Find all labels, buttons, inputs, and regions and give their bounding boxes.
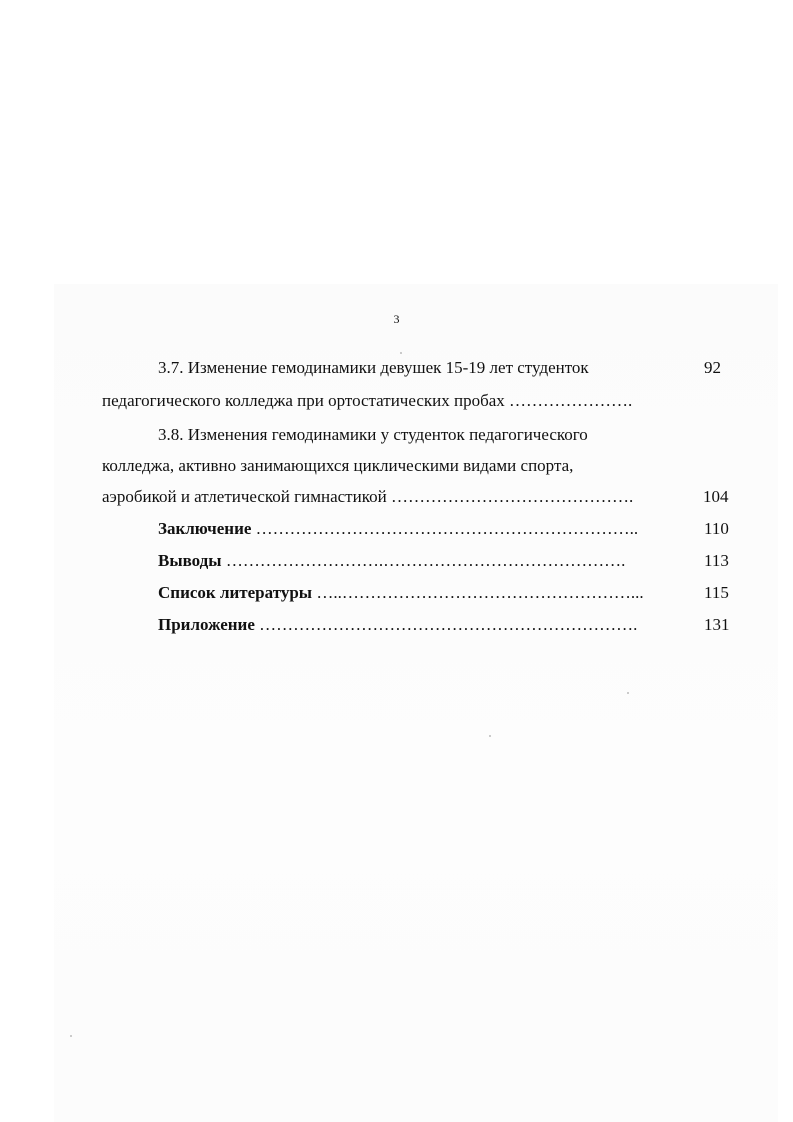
toc-entry-findings-leader: ……………………….……………………………………. <box>221 551 626 570</box>
toc-entry-conclusion <box>158 519 638 539</box>
toc-entry-findings-page: 113 <box>704 551 729 570</box>
toc-entry-appendix-leader: …………………………………………………………. <box>254 615 638 634</box>
scan-speck <box>627 692 629 694</box>
toc-entry-3-7-line-2: педагогического колледжа при ортостатических пробах …………………. <box>102 391 633 410</box>
toc-entry-findings-title: Выводы <box>158 551 222 570</box>
toc-entry-3-8-line-3: аэробикой и атлетической гимнастикой ……………………………………. <box>102 487 634 506</box>
toc-entry-appendix-title: Приложение <box>158 615 255 634</box>
toc-entry-3-8-line-1: 3.8. Изменения гемодинамики у студенток педагогического <box>158 425 588 444</box>
scan-speck <box>70 1035 72 1037</box>
toc-entry-references-title: Список литературы <box>158 583 313 602</box>
scan-speck <box>400 352 402 354</box>
toc-entry-references <box>158 583 644 603</box>
page-number: 3 <box>393 312 400 326</box>
toc-entry-conclusion-page: 110 <box>704 519 729 538</box>
toc-entry-findings <box>158 551 625 571</box>
toc-entry-references-leader: …..……………………………………………... <box>312 583 644 602</box>
toc-entry-appendix <box>158 615 637 635</box>
toc-entry-conclusion-leader: ………………………………………………………….. <box>251 519 639 538</box>
toc-entry-3-7-page: 92 <box>704 358 721 377</box>
toc-entry-3-7-line-1: 3.7. Изменение гемодинамики девушек 15-19 лет студенток <box>158 358 589 377</box>
toc-entry-3-8-page: 104 <box>703 487 729 506</box>
toc-entry-appendix-page: 131 <box>704 615 730 634</box>
toc-entry-references-page: 115 <box>704 583 729 602</box>
toc-entry-conclusion-title: Заключение <box>158 519 252 538</box>
toc-entry-3-8-line-2: колледжа, активно занимающихся циклическими видами спорта, <box>102 456 574 475</box>
scan-speck <box>489 735 491 737</box>
